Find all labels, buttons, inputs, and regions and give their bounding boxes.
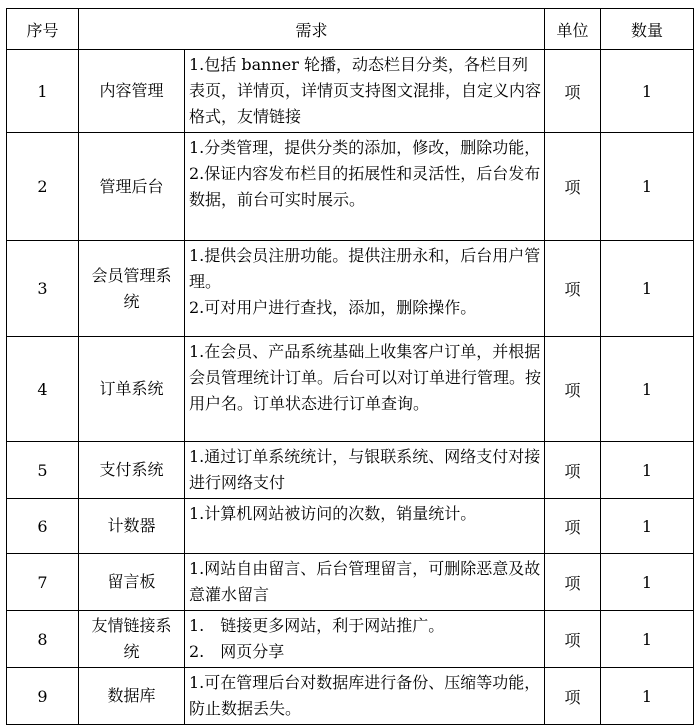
table-row bbox=[7, 499, 694, 554]
unit-cell: 项 bbox=[545, 442, 601, 499]
requirement-line: 1.在会员、产品系统基础上收集客户订单，并根据会员管理统计订单。后台可以对订单进行管理。按用户名。订单状态进行订单查询。 bbox=[189, 342, 542, 413]
requirement-line: 1.计算机网站被访问的次数，销量统计。 bbox=[189, 504, 477, 523]
header-requirement: 需求 bbox=[79, 9, 545, 50]
quantity-cell: 1 bbox=[601, 241, 694, 337]
requirements-table bbox=[6, 8, 694, 725]
unit-cell: 项 bbox=[545, 241, 601, 337]
table-row bbox=[7, 241, 694, 337]
table-row bbox=[7, 50, 694, 133]
unit-cell: 项 bbox=[545, 611, 601, 668]
table-row bbox=[7, 442, 694, 499]
unit-cell: 项 bbox=[545, 499, 601, 554]
module-name: 计数器 bbox=[79, 499, 185, 554]
unit-cell: 项 bbox=[545, 554, 601, 611]
table-body bbox=[7, 50, 694, 725]
row-number: 7 bbox=[7, 554, 79, 611]
module-name: 支付系统 bbox=[79, 442, 185, 499]
requirement-line: 1.分类管理，提供分类的添加，修改，删除功能， bbox=[189, 138, 541, 157]
row-number: 8 bbox=[7, 611, 79, 668]
requirement-text bbox=[185, 241, 545, 337]
header-row bbox=[7, 9, 694, 50]
row-number: 6 bbox=[7, 499, 79, 554]
quantity-cell: 1 bbox=[601, 50, 694, 133]
header-unit: 单位 bbox=[545, 9, 601, 50]
requirement-line: 1. 链接更多网站，利于网站推广。 bbox=[189, 616, 445, 635]
quantity-cell: 1 bbox=[601, 554, 694, 611]
row-number: 1 bbox=[7, 50, 79, 133]
table-row bbox=[7, 133, 694, 241]
requirement-line: 1.提供会员注册功能。提供注册永和，后台用户管理。 bbox=[189, 246, 541, 291]
table-row bbox=[7, 337, 694, 442]
table-row bbox=[7, 554, 694, 611]
requirement-text bbox=[185, 50, 545, 133]
requirement-text bbox=[185, 554, 545, 611]
header-no: 序号 bbox=[7, 9, 79, 50]
quantity-cell: 1 bbox=[601, 442, 694, 499]
module-name: 管理后台 bbox=[79, 133, 185, 241]
module-name: 留言板 bbox=[79, 554, 185, 611]
unit-cell: 项 bbox=[545, 50, 601, 133]
module-name: 订单系统 bbox=[79, 337, 185, 442]
row-number: 3 bbox=[7, 241, 79, 337]
quantity-cell: 1 bbox=[601, 668, 694, 725]
module-name: 友情链接系统 bbox=[79, 611, 185, 668]
requirement-line: 1.通过订单系统统计，与银联系统、网络支付对接进行网络支付 bbox=[189, 447, 541, 492]
module-name: 数据库 bbox=[79, 668, 185, 725]
row-number: 9 bbox=[7, 668, 79, 725]
unit-cell: 项 bbox=[545, 337, 601, 442]
requirement-text bbox=[185, 611, 545, 668]
requirement-line: 1.网站自由留言、后台管理留言，可删除恶意及故意灌水留言 bbox=[189, 559, 541, 604]
requirement-line: 2. 网页分享 bbox=[189, 642, 285, 661]
module-name: 内容管理 bbox=[79, 50, 185, 133]
requirement-line: 2.可对用户进行查找，添加，删除操作。 bbox=[189, 298, 477, 317]
row-number: 4 bbox=[7, 337, 79, 442]
requirement-line: 1.包括 banner 轮播，动态栏目分类，各栏目列表页，详情页，详情页支持图文混排，自定义内容格式，友情链接 bbox=[189, 55, 542, 126]
requirement-text bbox=[185, 133, 545, 241]
quantity-cell: 1 bbox=[601, 337, 694, 442]
header-quantity: 数量 bbox=[601, 9, 694, 50]
module-name: 会员管理系统 bbox=[79, 241, 185, 337]
quantity-cell: 1 bbox=[601, 611, 694, 668]
row-number: 2 bbox=[7, 133, 79, 241]
requirement-line: 2.保证内容发布栏目的拓展性和灵活性，后台发布数据，前台可实时展示。 bbox=[189, 164, 541, 209]
quantity-cell: 1 bbox=[601, 133, 694, 241]
requirement-text bbox=[185, 668, 545, 725]
table-row bbox=[7, 668, 694, 725]
requirement-text bbox=[185, 499, 545, 554]
unit-cell: 项 bbox=[545, 668, 601, 725]
requirement-text bbox=[185, 442, 545, 499]
row-number: 5 bbox=[7, 442, 79, 499]
quantity-cell: 1 bbox=[601, 499, 694, 554]
requirement-line: 1.可在管理后台对数据库进行备份、压缩等功能，防止数据丢失。 bbox=[189, 673, 541, 718]
table-row bbox=[7, 611, 694, 668]
requirement-text bbox=[185, 337, 545, 442]
unit-cell: 项 bbox=[545, 133, 601, 241]
